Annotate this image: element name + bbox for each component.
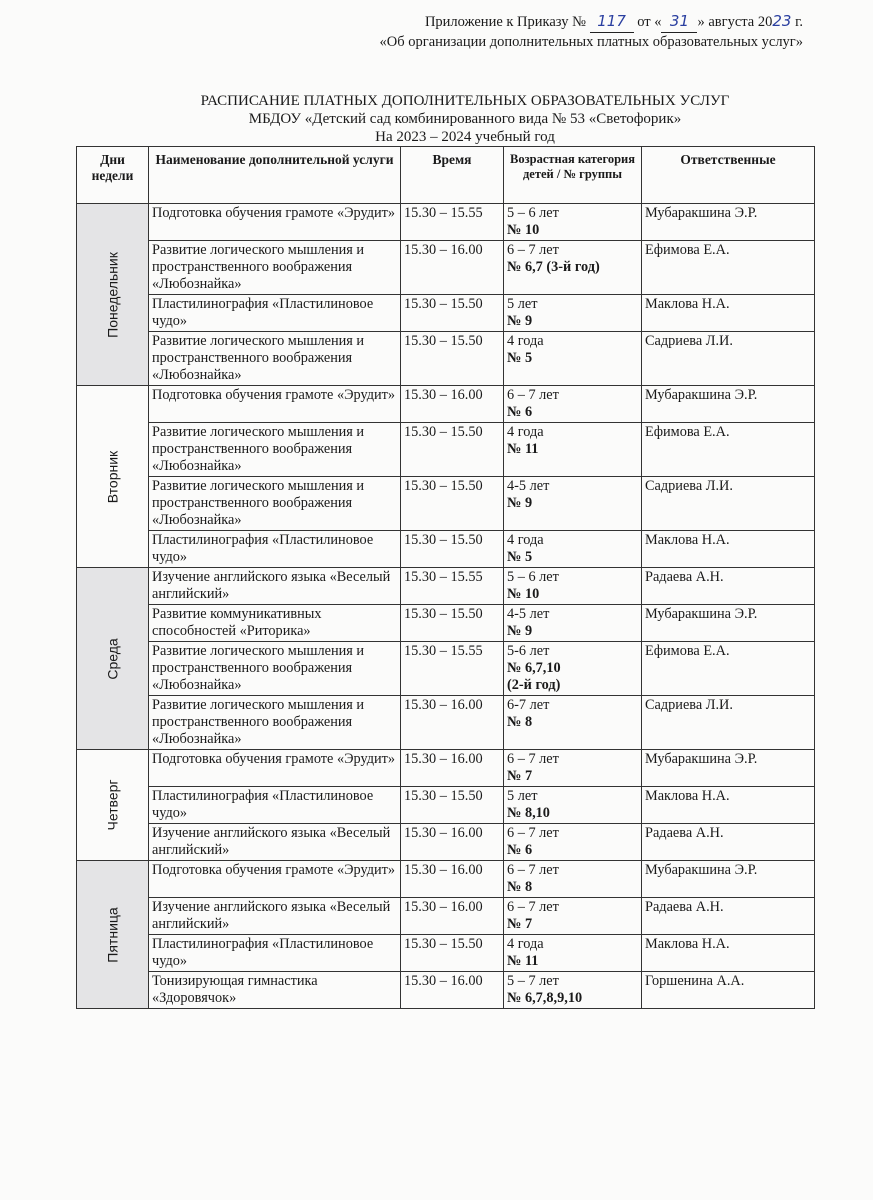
table-row xyxy=(77,898,815,935)
service-cell: Изучение английского языка «Веселый английский» xyxy=(149,824,401,861)
age-group-cell xyxy=(504,423,642,477)
responsible-cell: Мубаракшина Э.Р. xyxy=(642,204,815,241)
age-group-cell xyxy=(504,935,642,972)
table-row xyxy=(77,642,815,696)
table-row xyxy=(77,787,815,824)
table-row xyxy=(77,295,815,332)
time-cell: 15.30 – 16.00 xyxy=(401,972,504,1009)
service-cell: Развитие логического мышления и пространственного воображения «Любознайка» xyxy=(149,423,401,477)
day-cell xyxy=(77,750,149,861)
service-cell: Развитие коммуникативных способностей «Риторика» xyxy=(149,605,401,642)
time-cell: 15.30 – 15.50 xyxy=(401,935,504,972)
age-group-cell xyxy=(504,861,642,898)
service-cell: Тонизирующая гимнастика «Здоровячок» xyxy=(149,972,401,1009)
order-from: от « xyxy=(637,14,662,30)
group-number: № 6,7 (3-й год) xyxy=(507,259,600,275)
time-cell: 15.30 – 15.50 xyxy=(401,332,504,386)
group-number: № 6 xyxy=(507,842,533,858)
time-cell: 15.30 – 16.00 xyxy=(401,696,504,750)
time-cell: 15.30 – 16.00 xyxy=(401,824,504,861)
responsible-cell: Ефимова Е.А. xyxy=(642,642,815,696)
table-row xyxy=(77,605,815,642)
responsible-cell: Мубаракшина Э.Р. xyxy=(642,605,815,642)
responsible-cell: Маклова Н.А. xyxy=(642,787,815,824)
service-cell: Развитие логического мышления и пространственного воображения «Любознайка» xyxy=(149,696,401,750)
order-day: 31 xyxy=(669,12,690,30)
table-row xyxy=(77,241,815,295)
table-row xyxy=(77,204,815,241)
service-cell: Пластилинография «Пластилиновое чудо» xyxy=(149,935,401,972)
day-label: Вторник xyxy=(104,450,120,503)
service-cell: Пластилинография «Пластилиновое чудо» xyxy=(149,295,401,332)
order-reference-line xyxy=(380,12,803,33)
responsible-cell: Маклова Н.А. xyxy=(642,295,815,332)
age-group-cell xyxy=(504,477,642,531)
service-cell: Подготовка обучения грамоте «Эрудит» xyxy=(149,861,401,898)
age-group-cell xyxy=(504,605,642,642)
responsible-cell: Садриева Л.И. xyxy=(642,696,815,750)
age-text: 5 – 6 лет xyxy=(507,569,559,585)
age-text: 6 – 7 лет xyxy=(507,825,559,841)
header-responsible: Ответственные xyxy=(642,147,815,204)
service-cell: Подготовка обучения грамоте «Эрудит» xyxy=(149,386,401,423)
age-text: 6 – 7 лет xyxy=(507,862,559,878)
table-row xyxy=(77,423,815,477)
table-row xyxy=(77,750,815,787)
age-text: 4 года xyxy=(507,532,544,548)
service-cell: Развитие логического мышления и пространственного воображения «Любознайка» xyxy=(149,332,401,386)
group-number: № 8 xyxy=(507,879,533,895)
time-cell: 15.30 – 15.50 xyxy=(401,531,504,568)
age-text: 5 лет xyxy=(507,788,538,804)
day-cell xyxy=(77,568,149,750)
day-cell xyxy=(77,861,149,1009)
order-subject-line: «Об организации дополнительных платных образовательных услуг» xyxy=(379,34,803,50)
service-cell: Изучение английского языка «Веселый английский» xyxy=(149,568,401,605)
age-text: 4-5 лет xyxy=(507,606,550,622)
time-cell: 15.30 – 16.00 xyxy=(401,241,504,295)
table-header-row xyxy=(77,147,815,204)
order-year-end: г. xyxy=(795,14,803,30)
age-text: 5-6 лет xyxy=(507,643,550,659)
responsible-cell: Радаева А.Н. xyxy=(642,824,815,861)
age-text: 4-5 лет xyxy=(507,478,550,494)
age-text: 5 – 7 лет xyxy=(507,973,559,989)
age-group-cell xyxy=(504,787,642,824)
order-month: » августа 20 xyxy=(697,14,773,30)
responsible-cell: Радаева А.Н. xyxy=(642,898,815,935)
table-row xyxy=(77,568,815,605)
age-text: 6 – 7 лет xyxy=(507,242,559,258)
responsible-cell: Садриева Л.И. xyxy=(642,477,815,531)
group-number: № 10 xyxy=(507,586,540,602)
table-row xyxy=(77,531,815,568)
group-number: № 6,7,10 xyxy=(507,660,561,676)
age-text: 6-7 лет xyxy=(507,697,550,713)
age-text: 5 – 6 лет xyxy=(507,205,559,221)
age-text: 6 – 7 лет xyxy=(507,751,559,767)
service-cell: Пластилинография «Пластилиновое чудо» xyxy=(149,531,401,568)
group-number: № 6 xyxy=(507,404,533,420)
service-cell: Изучение английского языка «Веселый английский» xyxy=(149,898,401,935)
responsible-cell: Ефимова Е.А. xyxy=(642,423,815,477)
schedule-body xyxy=(77,204,815,1009)
time-cell: 15.30 – 16.00 xyxy=(401,386,504,423)
responsible-cell: Мубаракшина Э.Р. xyxy=(642,861,815,898)
day-cell xyxy=(77,204,149,386)
order-year-suffix: 23 xyxy=(772,12,792,30)
age-text: 4 года xyxy=(507,424,544,440)
time-cell: 15.30 – 16.00 xyxy=(401,750,504,787)
group-number: № 10 xyxy=(507,222,540,238)
time-cell: 15.30 – 15.50 xyxy=(401,787,504,824)
age-group-cell xyxy=(504,241,642,295)
responsible-cell: Ефимова Е.А. xyxy=(642,241,815,295)
day-label: Среда xyxy=(104,637,120,680)
table-row xyxy=(77,935,815,972)
document-header xyxy=(380,12,803,52)
table-row xyxy=(77,332,815,386)
group-number: № 5 xyxy=(507,350,533,366)
time-cell: 15.30 – 15.50 xyxy=(401,477,504,531)
responsible-cell: Маклова Н.А. xyxy=(642,531,815,568)
table-row xyxy=(77,477,815,531)
document-title xyxy=(70,92,860,146)
order-number: 117 xyxy=(597,12,626,30)
group-number: № 7 xyxy=(507,768,533,784)
age-group-cell xyxy=(504,386,642,423)
responsible-cell: Мубаракшина Э.Р. xyxy=(642,750,815,787)
service-cell: Развитие логического мышления и пространственного воображения «Любознайка» xyxy=(149,477,401,531)
group-number: № 9 xyxy=(507,495,533,511)
title-line-2: МБДОУ «Детский сад комбинированного вида № 53 «Светофорик» xyxy=(248,111,682,127)
service-cell: Подготовка обучения грамоте «Эрудит» xyxy=(149,204,401,241)
service-cell: Пластилинография «Пластилиновое чудо» xyxy=(149,787,401,824)
age-group-cell xyxy=(504,295,642,332)
schedule-table xyxy=(76,146,815,1009)
age-group-cell xyxy=(504,531,642,568)
time-cell: 15.30 – 15.50 xyxy=(401,295,504,332)
group-number: № 11 xyxy=(507,441,539,457)
table-row xyxy=(77,824,815,861)
group-number: № 8,10 xyxy=(507,805,550,821)
age-group-cell xyxy=(504,824,642,861)
table-row xyxy=(77,972,815,1009)
age-group-cell xyxy=(504,696,642,750)
age-group-cell xyxy=(504,642,642,696)
title-line-1: РАСПИСАНИЕ ПЛАТНЫХ ДОПОЛНИТЕЛЬНЫХ ОБРАЗОВАТЕЛЬНЫХ УСЛУГ xyxy=(200,93,730,109)
age-group-cell xyxy=(504,972,642,1009)
age-group-cell xyxy=(504,204,642,241)
table-row xyxy=(77,696,815,750)
title-line-3: На 2023 – 2024 учебный год xyxy=(375,129,555,145)
age-group-cell xyxy=(504,568,642,605)
responsible-cell: Садриева Л.И. xyxy=(642,332,815,386)
group-number: № 7 xyxy=(507,916,533,932)
header-service: Наименование дополнительной услуги xyxy=(149,147,401,204)
day-label: Пятница xyxy=(104,906,120,963)
day-label: Четверг xyxy=(104,779,120,831)
group-number: № 8 xyxy=(507,714,533,730)
time-cell: 15.30 – 15.50 xyxy=(401,605,504,642)
time-cell: 15.30 – 15.55 xyxy=(401,204,504,241)
service-cell: Развитие логического мышления и пространственного воображения «Любознайка» xyxy=(149,241,401,295)
group-number: № 9 xyxy=(507,313,533,329)
time-cell: 15.30 – 16.00 xyxy=(401,861,504,898)
group-extra: (2-й год) xyxy=(507,677,561,693)
time-cell: 15.30 – 15.55 xyxy=(401,642,504,696)
time-cell: 15.30 – 15.55 xyxy=(401,568,504,605)
day-cell xyxy=(77,386,149,568)
group-number: № 5 xyxy=(507,549,533,565)
responsible-cell: Радаева А.Н. xyxy=(642,568,815,605)
group-number: № 11 xyxy=(507,953,539,969)
group-number: № 6,7,8,9,10 xyxy=(507,990,583,1006)
table-row xyxy=(77,861,815,898)
time-cell: 15.30 – 16.00 xyxy=(401,898,504,935)
group-number: № 9 xyxy=(507,623,533,639)
responsible-cell: Горшенина А.А. xyxy=(642,972,815,1009)
age-text: 6 – 7 лет xyxy=(507,387,559,403)
age-text: 5 лет xyxy=(507,296,538,312)
table-row xyxy=(77,386,815,423)
order-prefix: Приложение к Приказу № xyxy=(424,14,586,30)
age-group-cell xyxy=(504,750,642,787)
responsible-cell: Маклова Н.А. xyxy=(642,935,815,972)
header-time: Время xyxy=(401,147,504,204)
age-text: 6 – 7 лет xyxy=(507,899,559,915)
time-cell: 15.30 – 15.50 xyxy=(401,423,504,477)
header-age: Возрастная категория детей / № группы xyxy=(504,147,642,204)
responsible-cell: Мубаракшина Э.Р. xyxy=(642,386,815,423)
header-days: Дни недели xyxy=(77,147,149,204)
service-cell: Подготовка обучения грамоте «Эрудит» xyxy=(149,750,401,787)
age-text: 4 года xyxy=(507,333,544,349)
age-group-cell xyxy=(504,332,642,386)
day-label: Понедельник xyxy=(104,251,120,338)
age-group-cell xyxy=(504,898,642,935)
service-cell: Развитие логического мышления и пространственного воображения «Любознайка» xyxy=(149,642,401,696)
age-text: 4 года xyxy=(507,936,544,952)
